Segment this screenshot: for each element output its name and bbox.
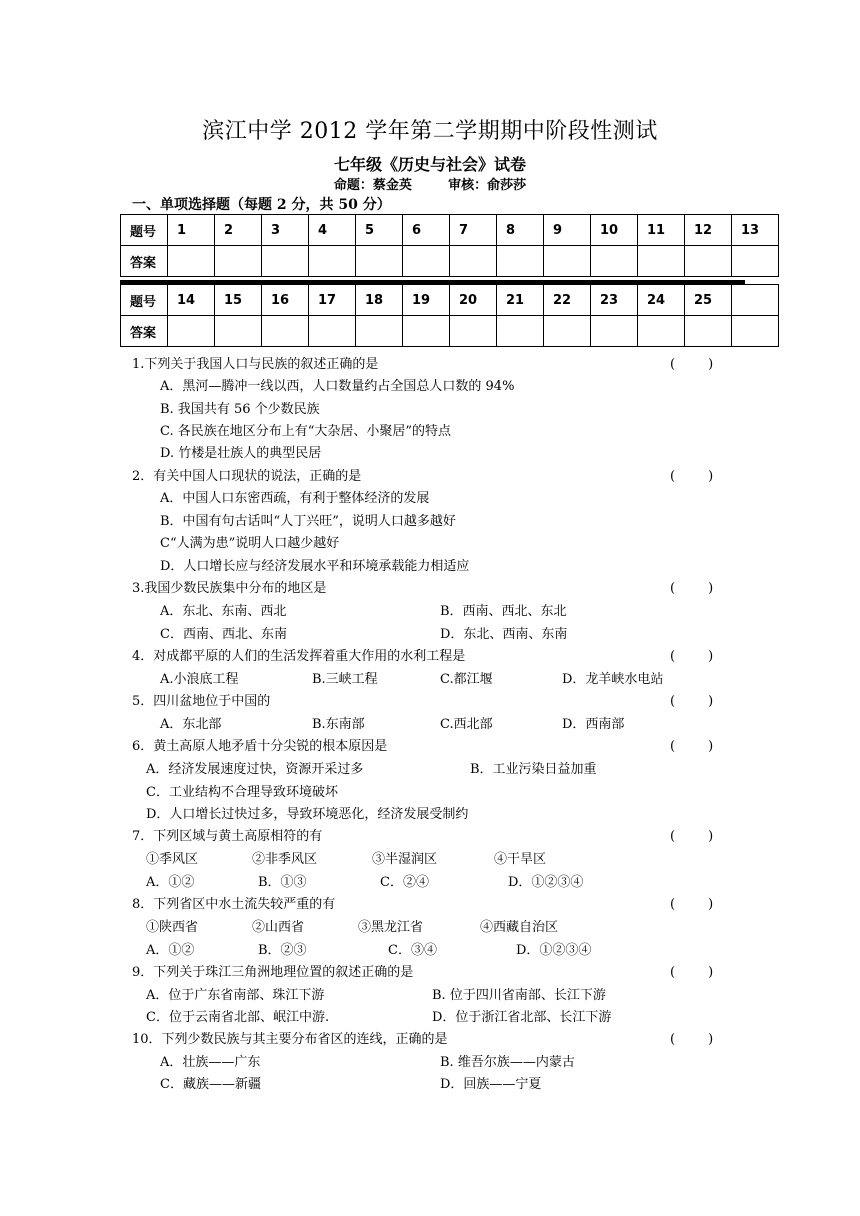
table-cell: 19 [403, 285, 450, 316]
option: D．位于浙江省北部、长江下游 [432, 1010, 612, 1025]
option: A．经济发展速度过快，资源开采过多 [146, 762, 364, 777]
option: A．东北部 [160, 717, 222, 732]
table-cell: 1 [168, 215, 215, 246]
table-cell: 10 [591, 215, 638, 246]
option: D．①②③④ [508, 875, 584, 890]
table-row [121, 215, 779, 246]
question-stem: 9．下列关于珠江三角洲地理位置的叙述正确的是 [132, 965, 414, 980]
option: B.三峡工程 [312, 672, 378, 687]
answer-cell[interactable] [309, 316, 356, 347]
option: C．②④ [380, 875, 429, 890]
option: A.小浪底工程 [160, 672, 239, 687]
table-cell [732, 285, 779, 316]
answer-cell[interactable] [638, 316, 685, 347]
question-stem: 6．黄土高原人地矛盾十分尖锐的根本原因是 [132, 739, 388, 754]
option: C.西北部 [440, 717, 493, 732]
option: D. 竹楼是壮族人的典型民居 [160, 446, 322, 461]
table-cell: 3 [262, 215, 309, 246]
answer-cell[interactable] [732, 246, 779, 277]
statement-item: ①季风区 [146, 852, 199, 867]
question-stem: 4．对成都平原的人们的生活发挥着重大作用的水利工程是 [132, 649, 466, 664]
answer-bracket: ( ) [670, 581, 714, 596]
table-cell: 25 [685, 285, 732, 316]
answer-bracket: ( ) [670, 739, 714, 754]
table-row [121, 285, 779, 316]
answer-bracket: ( ) [670, 694, 714, 709]
section-heading: 一、单项选择题（每题 2 分，共 50 分） [132, 197, 391, 213]
table-cell: 7 [450, 215, 497, 246]
answer-cell[interactable] [168, 246, 215, 277]
answer-cell[interactable] [450, 246, 497, 277]
authors-line: 命题：蔡金英 审核：俞莎莎 [333, 178, 527, 193]
answer-cell[interactable] [544, 316, 591, 347]
statement-item: ③半湿润区 [372, 852, 438, 867]
option: C．位于云南省北部、岷江中游. [146, 1010, 330, 1025]
answer-cell[interactable] [309, 246, 356, 277]
answer-cell[interactable] [497, 246, 544, 277]
answer-table-2 [120, 284, 779, 347]
question-stem: 8．下列省区中水土流失较严重的有 [132, 897, 336, 912]
statement-item: ①陕西省 [146, 920, 199, 935]
option: B．②③ [258, 943, 307, 958]
answer-cell[interactable] [356, 246, 403, 277]
answer-bracket: ( ) [670, 469, 714, 484]
answer-cell[interactable] [732, 316, 779, 347]
question-stem: 7．下列区域与黄土高原相符的有 [132, 829, 323, 844]
answer-cell[interactable] [591, 246, 638, 277]
option: A．①② [146, 943, 195, 958]
option: B．中国有句古话叫“人丁兴旺”，说明人口越多越好 [160, 514, 456, 529]
table-cell: 16 [262, 285, 309, 316]
question-stem: 10．下列少数民族与其主要分布省区的连线，正确的是 [132, 1032, 448, 1047]
option: B．西南、西北、东北 [440, 604, 567, 619]
answer-bracket: ( ) [670, 649, 714, 664]
statement-item: ④西藏自治区 [480, 920, 559, 935]
table-cell: 18 [356, 285, 403, 316]
option: B. 我国共有 56 个少数民族 [160, 402, 320, 417]
row-label-number: 题号 [121, 285, 168, 316]
option: D．①②③④ [516, 943, 592, 958]
row-label-answer: 答案 [121, 316, 168, 347]
option: D．东北、西南、东南 [440, 627, 568, 642]
question-stem: 1.下列关于我国人口与民族的叙述正确的是 [132, 357, 379, 372]
table-cell: 11 [638, 215, 685, 246]
option: C.都江堰 [440, 672, 493, 687]
answer-cell[interactable] [262, 246, 309, 277]
option: D．回族——宁夏 [440, 1077, 542, 1092]
option: B．①③ [258, 875, 307, 890]
option: C．藏族——新疆 [160, 1077, 261, 1092]
statement-item: ③黑龙江省 [358, 920, 424, 935]
answer-bracket: ( ) [670, 965, 714, 980]
answer-cell[interactable] [450, 316, 497, 347]
statement-item: ④干旱区 [494, 852, 547, 867]
row-label-number: 题号 [121, 215, 168, 246]
option: D．龙羊峡水电站 [562, 672, 664, 687]
option: A．壮族——广东 [160, 1055, 261, 1070]
answer-cell[interactable] [168, 316, 215, 347]
answer-cell[interactable] [215, 246, 262, 277]
answer-bracket: ( ) [670, 1032, 714, 1047]
answer-cell[interactable] [685, 316, 732, 347]
page-subtitle: 七年级《历史与社会》试卷 [333, 155, 526, 174]
answer-cell[interactable] [591, 316, 638, 347]
table-cell: 9 [544, 215, 591, 246]
question-stem: 5．四川盆地位于中国的 [132, 694, 271, 709]
table-row [121, 246, 779, 277]
table-cell: 24 [638, 285, 685, 316]
table-cell: 5 [356, 215, 403, 246]
answer-cell[interactable] [262, 316, 309, 347]
statement-item: ②山西省 [252, 920, 305, 935]
table-cell: 20 [450, 285, 497, 316]
option: B. 位于四川省南部、长江下游 [432, 988, 606, 1003]
option: A．位于广东省南部、珠江下游 [146, 988, 325, 1003]
table-cell: 4 [309, 215, 356, 246]
question-stem: 3.我国少数民族集中分布的地区是 [132, 581, 327, 596]
table-cell: 12 [685, 215, 732, 246]
table-cell: 22 [544, 285, 591, 316]
option: D．人口增长应与经济发展水平和环境承载能力相适应 [160, 559, 470, 574]
answer-cell[interactable] [403, 246, 450, 277]
row-label-answer: 答案 [121, 246, 168, 277]
option: C．③④ [388, 943, 437, 958]
option: C“人满为患”说明人口越少越好 [160, 536, 340, 551]
option: D．西南部 [562, 717, 625, 732]
answer-cell[interactable] [638, 246, 685, 277]
answer-table-1 [120, 214, 779, 277]
statement-item: ②非季风区 [252, 852, 318, 867]
option: A．①② [146, 875, 195, 890]
answer-cell[interactable] [544, 246, 591, 277]
option: C．工业结构不合理导致环境破坏 [146, 785, 338, 800]
option: B.东南部 [312, 717, 365, 732]
table-cell: 8 [497, 215, 544, 246]
option: B．工业污染日益加重 [470, 762, 597, 777]
option: A．黑河—腾冲一线以西，人口数量约占全国总人口数的 94% [160, 379, 515, 394]
answer-cell[interactable] [497, 316, 544, 347]
option: B. 维吾尔族——内蒙古 [440, 1055, 575, 1070]
question-stem: 2．有关中国人口现状的说法，正确的是 [132, 469, 362, 484]
table-cell: 21 [497, 285, 544, 316]
answer-cell[interactable] [356, 316, 403, 347]
option: A．中国人口东密西疏，有利于整体经济的发展 [160, 491, 430, 506]
option: D．人口增长过快过多，导致环境恶化，经济发展受制约 [146, 807, 469, 822]
table-cell: 15 [215, 285, 262, 316]
answer-cell[interactable] [215, 316, 262, 347]
answer-bracket: ( ) [670, 829, 714, 844]
answer-cell[interactable] [403, 316, 450, 347]
answer-bracket: ( ) [670, 357, 714, 372]
option: A．东北、东南、西北 [160, 604, 287, 619]
table-cell: 2 [215, 215, 262, 246]
page-title: 滨江中学 2012 学年第二学期期中阶段性测试 [202, 119, 658, 144]
table-cell: 13 [732, 215, 779, 246]
table-row [121, 316, 779, 347]
table-cell: 14 [168, 285, 215, 316]
answer-cell[interactable] [685, 246, 732, 277]
option: C．西南、西北、东南 [160, 627, 287, 642]
table-cell: 23 [591, 285, 638, 316]
answer-bracket: ( ) [670, 897, 714, 912]
option: C. 各民族在地区分布上有“大杂居、小聚居”的特点 [160, 424, 452, 439]
table-cell: 17 [309, 285, 356, 316]
table-cell: 6 [403, 215, 450, 246]
